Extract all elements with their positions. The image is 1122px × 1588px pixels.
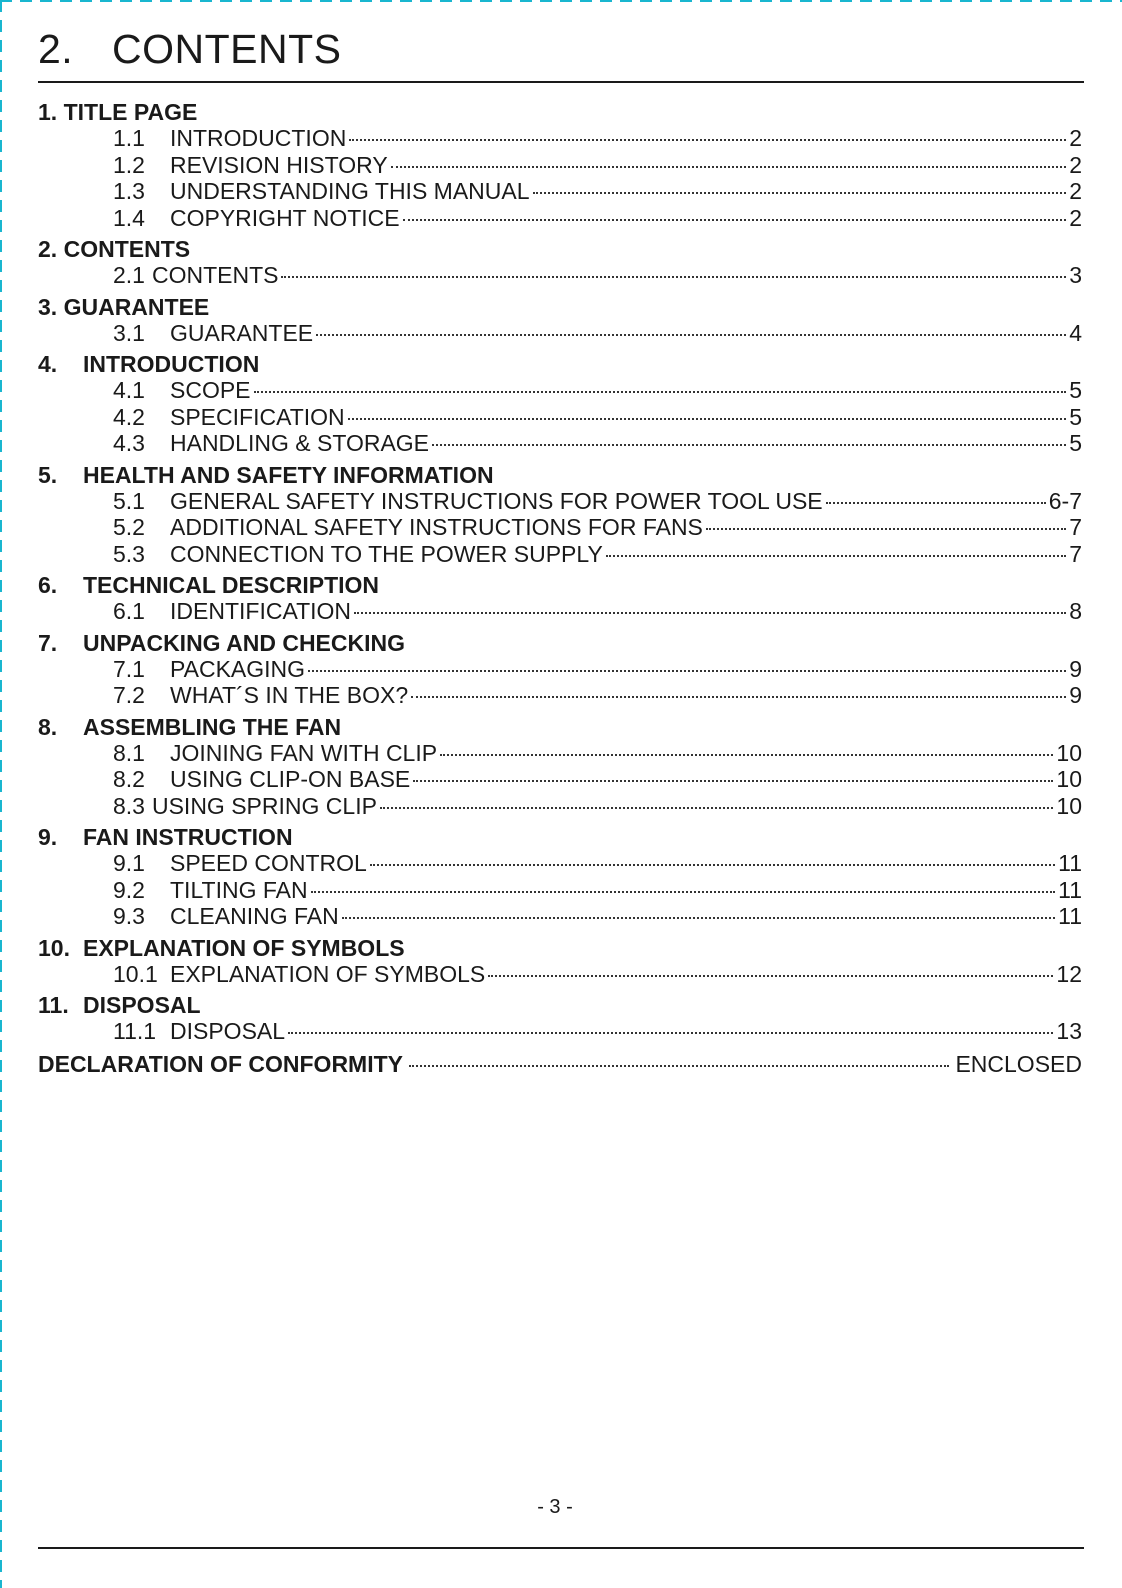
entry-number: 1.3 [113,178,145,204]
entry-title: GUARANTEE [170,319,314,346]
toc-section [38,935,1082,988]
dot-leader [403,219,1067,221]
entry-title: SPECIFICATION [170,403,345,430]
section-title: HEALTH AND SAFETY INFORMATION [83,461,494,488]
entry-number: 4.2 [113,403,145,430]
toc-entry[interactable] [38,1018,1082,1045]
toc-entry[interactable] [38,125,1082,152]
entry-title: CONTENTS [151,262,279,288]
section-heading[interactable] [38,351,1082,377]
toc-entry[interactable] [38,488,1082,515]
entry-page: 6-7 [1048,487,1082,514]
entry-page: 9 [1069,682,1082,708]
entry-page: 8 [1069,598,1082,624]
page-title-number: 2. [38,26,74,72]
entry-page: 7 [1069,540,1082,567]
toc-entry[interactable] [38,877,1082,904]
entry-page: 13 [1056,1018,1082,1044]
entry-title: USING CLIP-ON BASE [170,766,411,792]
section-number: 3. [38,293,58,320]
entry-title: REVISION HISTORY [170,151,388,178]
entry-page: 5 [1069,377,1082,403]
entry-number: 6.1 [113,598,145,624]
dot-leader [308,670,1066,672]
entry-number: 1.2 [113,151,145,178]
section-title: FAN INSTRUCTION [83,824,293,850]
dot-leader [411,696,1066,698]
dot-leader [440,754,1053,756]
toc-section [38,236,1082,289]
toc-section [38,630,1082,709]
entry-title: CLEANING FAN [170,903,339,929]
section-title: EXPLANATION OF SYMBOLS [83,934,405,961]
toc-entry[interactable] [38,903,1082,930]
entry-number: 4.1 [113,377,145,403]
entry-page: 11 [1058,903,1082,929]
entry-number: 8.1 [113,739,145,766]
entry-page: 9 [1069,655,1082,682]
toc-section [38,992,1082,1045]
dot-leader [370,864,1055,866]
toc-sections [38,99,1082,1045]
entry-title: UNDERSTANDING THIS MANUAL [170,178,530,204]
section-number: 11. [38,992,69,1018]
toc-entry[interactable] [38,514,1082,541]
section-number: 2. [38,236,58,262]
entry-number: 2.1 [113,262,145,288]
entry-page: 3 [1069,262,1082,288]
entry-number: 9.3 [113,903,145,929]
toc-section [38,824,1082,930]
entry-number: 8.2 [113,766,145,792]
section-title: TITLE PAGE [63,99,198,125]
toc-entry[interactable] [38,320,1082,347]
page-title-text: CONTENTS [112,26,342,72]
entry-page: 2 [1069,151,1082,178]
page-title [38,26,342,73]
section-heading[interactable] [38,572,1082,598]
declaration-page: ENCLOSED [955,1050,1082,1077]
toc-entry[interactable] [38,404,1082,431]
section-title: CONTENTS [63,236,191,262]
toc-section [38,714,1082,820]
entry-title: SCOPE [170,377,251,403]
dot-leader [409,1065,949,1067]
entry-number: 11.1 [113,1018,157,1044]
section-heading[interactable] [38,992,1082,1018]
section-heading[interactable] [38,462,1082,488]
dot-leader [533,192,1067,194]
entry-title: TILTING FAN [170,876,308,903]
toc-entry[interactable] [38,793,1082,820]
toc-entry[interactable] [38,656,1082,683]
entry-title: PACKAGING [170,655,306,682]
section-heading[interactable] [38,935,1082,961]
section-heading[interactable] [38,294,1082,320]
section-heading[interactable] [38,824,1082,850]
toc-entry[interactable] [38,740,1082,767]
entry-title: IDENTIFICATION [170,598,352,624]
dot-leader [413,780,1053,782]
section-number: 1. [38,99,58,125]
toc-section [38,462,1082,568]
section-title: ASSEMBLING THE FAN [83,713,342,740]
toc-entry[interactable] [38,961,1082,988]
entry-page: 5 [1069,403,1082,430]
entry-title: INTRODUCTION [170,125,347,151]
crop-mark-left [0,0,2,1588]
section-heading[interactable] [38,630,1082,656]
toc-entry[interactable] [38,682,1082,709]
entry-page: 5 [1069,430,1082,456]
dot-leader [348,418,1067,420]
entry-page: 10 [1056,792,1082,819]
toc-section [38,572,1082,625]
toc-entry[interactable] [38,377,1082,404]
entry-page: 2 [1069,125,1082,151]
dot-leader [281,276,1066,278]
dot-leader [316,334,1066,336]
dot-leader [706,528,1066,530]
entry-title: DISPOSAL [170,1018,286,1044]
entry-title: CONNECTION TO THE POWER SUPPLY [170,540,603,567]
entry-title: SPEED CONTROL [170,850,367,876]
section-title: GUARANTEE [63,293,210,320]
dot-leader [311,891,1056,893]
entry-number: 10.1 [113,960,158,987]
toc-section [38,351,1082,457]
entry-title: USING SPRING CLIP [151,792,377,819]
toc-entry[interactable] [38,430,1082,457]
header-rule [38,81,1084,83]
section-number: 10. [38,934,70,961]
entry-number: 8.3 [113,792,145,819]
toc-entry[interactable] [38,205,1082,232]
toc-entry[interactable] [38,850,1082,877]
entry-page: 4 [1069,319,1082,346]
section-number: 7. [38,629,58,656]
table-of-contents [38,99,1082,1078]
entry-title: GENERAL SAFETY INSTRUCTIONS FOR POWER TOOL USE [170,487,823,514]
dot-leader [288,1032,1053,1034]
entry-number: 5.2 [113,514,145,540]
section-title: INTRODUCTION [83,351,260,377]
section-heading[interactable] [38,714,1082,740]
entry-number: 5.1 [113,487,145,514]
entry-number: 7.2 [113,682,145,708]
declaration-title: DECLARATION OF CONFORMITY [38,1050,403,1077]
entry-number: 4.3 [113,430,145,456]
section-number: 5. [38,461,58,488]
entry-page: 11 [1058,850,1082,876]
toc-entry[interactable] [38,541,1082,568]
section-number: 6. [38,572,58,598]
section-heading[interactable] [38,99,1082,125]
entry-page: 10 [1056,739,1082,766]
toc-entry[interactable] [38,178,1082,205]
toc-entry[interactable] [38,152,1082,179]
entry-page: 7 [1069,514,1082,540]
section-number: 8. [38,713,58,740]
dot-leader [342,917,1055,919]
dot-leader [254,391,1067,393]
toc-section [38,99,1082,231]
entry-title: JOINING FAN WITH CLIP [170,739,438,766]
dot-leader [354,612,1066,614]
entry-page: 12 [1056,960,1082,987]
section-title: TECHNICAL DESCRIPTION [83,572,380,598]
dot-leader [488,975,1053,977]
entry-number: 5.3 [113,540,145,567]
entry-title: HANDLING & STORAGE [170,430,430,456]
entry-number: 9.1 [113,850,145,876]
toc-section [38,294,1082,347]
toc-entry[interactable] [38,598,1082,625]
entry-title: EXPLANATION OF SYMBOLS [170,960,486,987]
crop-mark-top [0,0,1122,2]
section-number: 9. [38,824,58,850]
entry-number: 7.1 [113,655,145,682]
entry-number: 1.4 [113,204,145,231]
entry-title: WHAT´S IN THE BOX? [170,682,409,708]
page-number: - 3 - [537,1496,573,1518]
footer-rule [38,1547,1084,1549]
entry-page: 2 [1069,204,1082,231]
dot-leader [826,502,1046,504]
section-title: UNPACKING AND CHECKING [83,629,405,656]
entry-number: 9.2 [113,876,145,903]
declaration-entry[interactable] [38,1050,1082,1078]
dot-leader [380,807,1053,809]
dot-leader [432,444,1066,446]
toc-entry[interactable] [38,262,1082,289]
dot-leader [606,555,1066,557]
entry-number: 3.1 [113,319,145,346]
entry-page: 2 [1069,178,1082,204]
section-title: DISPOSAL [83,992,201,1018]
entry-number: 1.1 [113,125,145,151]
entry-page: 10 [1056,766,1082,792]
entry-title: COPYRIGHT NOTICE [170,204,400,231]
entry-page: 11 [1058,876,1082,903]
entry-title: ADDITIONAL SAFETY INSTRUCTIONS FOR FANS [170,514,703,540]
dot-leader [349,139,1066,141]
toc-entry[interactable] [38,766,1082,793]
section-heading[interactable] [38,236,1082,262]
dot-leader [391,166,1067,168]
section-number: 4. [38,351,58,377]
